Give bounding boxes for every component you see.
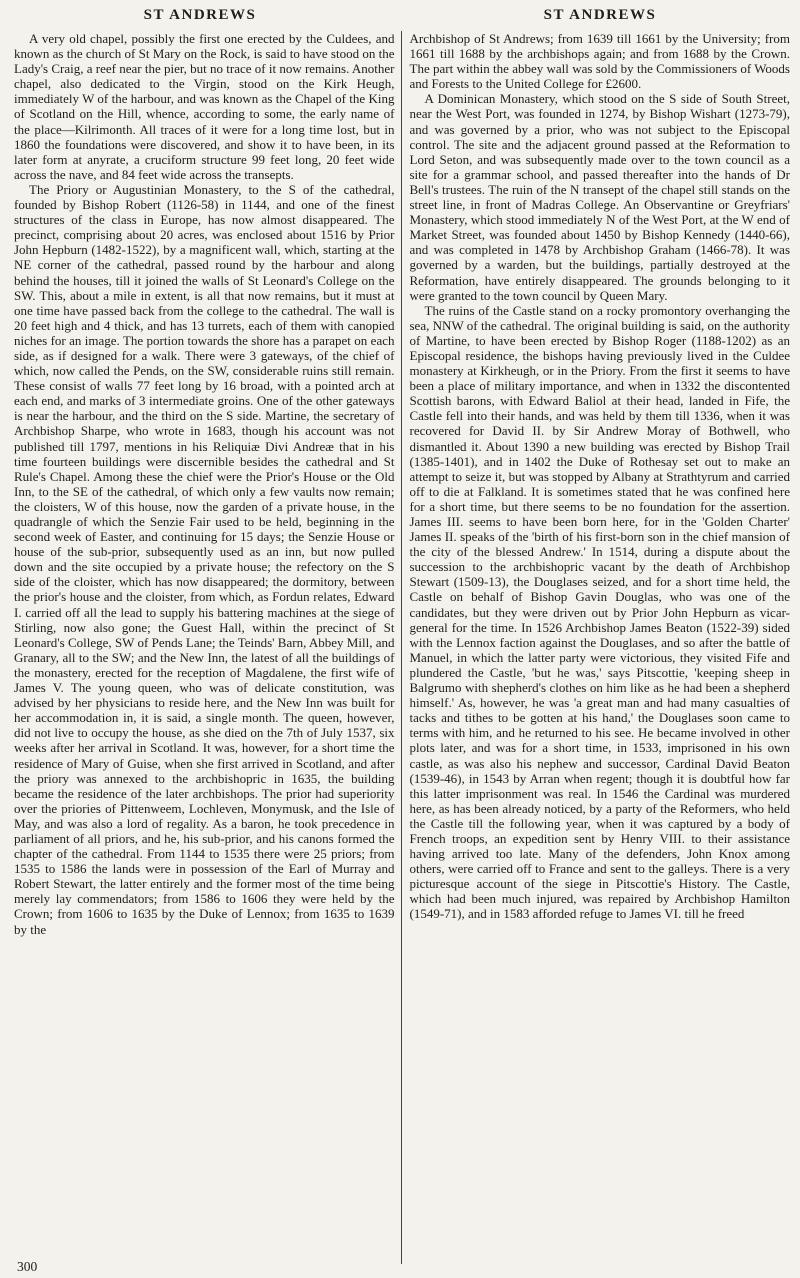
text-columns <box>14 31 790 1264</box>
page-number: 300 <box>17 1259 38 1274</box>
paragraph-priory-continuation: Archbishop of St Andrews; from 1639 till 1661 by the University; from 1661 till 1688 by the archbishops again; and from 1688 by the Crown. The part within the abbey wall was sold by the Commissioners of Woods and Forests to the United College for £2600. <box>409 31 790 92</box>
paragraph-castle: The ruins of the Castle stand on a rocky promontory overhanging the sea, NNW of the cathedral. The original building is said, on the authority of Martine, to have been erected by Bishop Roger (1188-1202) as an Episcopal residence, the bishops having previously lived in the Culdee monastery at Kirkheugh, or in the Priory. From the first it seems to have been a place of military importance, and when in 1332 the discontented Scottish barons, with Edward Baliol at their head, landed in Fife, the Castle fell into their hands, and was held by them till 1336, when it was recovered for David II. by Sir Andrew Moray of Bothwell, who dismantled it. About 1390 a new building was erected by Bishop Trail (1385-1401), and in 1402 the Duke of Rothesay set out to make an attempt to seize it, but was stopped by Albany at Strathtyrum and carried off to die at Falkland. It is sometimes stated that he was confined here for a short time, but there seems to be no foundation for the assertion. James III. seems to have been born here, for in the 'Golden Charter' James II. speaks of the 'birth of his first-born son in the chief mansion of the city of the blessed Andrew.' In 1514, during a dispute about the succession to the archbishopric vacant by the death of Archbishop Stewart (1509-13), the Douglases seized, and for a short time held, the Castle on behalf of Bishop Gavin Douglas, who was one of the candidates, but they were driven out by Prior John Hepburn as vicar-general for the time. In 1526 Archbishop James Beaton (1522-39) sided with the Lennox faction against the Douglases, and so after the battle of Manuel, in which the latter party were victorious, they visited Fife and plundered the Castle, 'but he was,' says Pitscottie, 'keeping sheep in Balgrumo with shepherd's clothes on him like as he had been a shepherd himself.' As, however, he was 'a great man and had many casualties of tacks and tithes to be gotten at his hand,' the Douglases soon came to terms with him, and he returned to his see. He became involved in other plots later, and was for a short time, in 1533, imprisoned in his own castle, as was also his nephew and successor, Cardinal David Beaton (1539-46), in 1543 by Arran when regent; though it is doubtful how far this latter imprisonment was real. In 1546 the Cardinal was murdered here, as has been already noticed, by a party of the Reformers, who held the Castle till the following year, when it was captured by a body of French troops, an expedition sent by Henry VIII. to their assistance having arrived too late. Many of the defenders, John Knox among others, were carried off to France and sent to the galleys. There is a very picturesque account of the siege in Pitscottie's History. The Castle, which had been much injured, was repaired by Archbishop Hamilton (1549-71), and in 1583 afforded refuge to James VI. till he freed <box>409 302 790 922</box>
running-head-left: ST ANDREWS <box>143 7 257 23</box>
left-column <box>14 31 401 1264</box>
paragraph-priory: The Priory or Augustinian Monastery, to the S of the cathedral, founded by Bishop Robert (1126-58) in 1144, and one of the finest structures of the class in Europe, has now almost disappeared. The precinct, comprising about 20 acres, was enclosed about 1516 by Prior John Hepburn (1482-1522), by a magnificent wall, which, starting at the NE corner of the cathedral, passed round by the harbour and along behind the houses, till it joined the walls of St Leonard's College on the SW. This, about a mile in extent, is all that now remains, but it must at one time have passed back from the college to the cathedral. The wall is 20 feet high and 4 thick, and has 13 turrets, each of them with canopied niches for an image. The portion towards the shore has a parapet on each side, as if designed for a walk. There were 3 gateways, of the chief of which, now called the Pends, on the SW, considerable ruins still remain. These consist of walls 77 feet long by 16 broad, with a pointed arch at each end, and marks of 3 intermediate groins. One of the other gateways is near the harbour, and the third on the S side. Martine, the secretary of Archbishop Sharpe, who wrote in 1683, though his account was not published till 1797, mentions in his Reliquiæ Divi Andreæ that in his time fourteen buildings were discernible besides the cathedral and St Rule's Chapel. Among these the chief were the Prior's House or the Old Inn, to the SE of the cathedral, of which only a few vaults now remain; the cloisters, W of this house, now the garden of a private house, in the quadrangle of which the Senzie Fair used to be held, beginning in the second week of Easter, and continuing for 15 days; the Senzie House or house of the sub-prior, subsequently used as an inn, but now pulled down and the site occupied by a private house; the refectory on the S side of the cloister, which has now disappeared; the dormitory, between the prior's house and the cloister, from which, as Fordun relates, Edward I. carried off all the lead to supply his battering machines at the siege of Stirling, now also gone; the Guest Hall, within the precinct of St Leonard's College, SW of Pends Lane; the Teinds' Barn, Abbey Mill, and Granary, all to the SW; and the New Inn, the latest of all the buildings of the monastery, erected for the reception of Magdalene, the first wife of James V. The young queen, who was of delicate constitution, was advised by her physicians to reside here, and the New Inn was built for her accommodation in, it is said, a single month. The queen, however, did not live to occupy the house, as she died on the 7th of July 1537, six weeks after her arrival in Scotland. It was, however, for a short time the residence of Mary of Guise, when she first arrived in Scotland, and after the priory was annexed to the archbishopric in 1635, the building became the residence of the later archbishops. The prior had superiority over the priories of Pittenweem, Lochleven, Monymusk, and the Isle of May, and was also a lord of regality. As a baron, he took precedence in parliament of all priors, and he, his sub-prior, and his canons formed the chapter of the cathedral. From 1144 to 1535 there were 25 priors; from 1535 to 1586 the lands were in possession of the Earl of Murray and Robert Stewart, the latter entirely and the former most of the time being merely lay commendators; from 1586 to 1606 they were held by the Crown; from 1606 to 1635 by the Duke of Lennox; from 1635 to 1639 by the <box>14 181 395 937</box>
running-head-right: ST ANDREWS <box>543 7 657 23</box>
right-column <box>402 31 791 1264</box>
page-header <box>0 0 800 24</box>
paragraph-chapels: A very old chapel, possibly the first one erected by the Culdees, and known as the church of St Mary on the Rock, is said to have stood on the Lady's Craig, a reef near the pier, but no trace of it now remains. Another chapel, also dedicated to the Virgin, stood on the Kirk Heugh, immediately W of the harbour, and was known as the Chapel of the King of Scotland on the Hill, whence, according to some, the early name of the place—Kilrimonth. All traces of it were for a long time lost, but in 1860 the foundations were discovered, and show it to have been, in its later form at anyrate, a cruciform structure 99 feet long, 20 feet wide across the nave, and 84 feet wide across the transepts. <box>14 31 395 182</box>
paragraph-dominican-monastery: A Dominican Monastery, which stood on the S side of South Street, near the West Port, was founded in 1274, by Bishop Wishart (1273-79), and was governed by a prior, who was not subject to the Episcopal control. The site and the adjacent ground passed at the Reformation to Lord Seton, and was subsequently made over to the town council as a site for a grammar school, and passed thereafter into the hands of Dr Bell's trustees. The ruin of the N transept of the chapel still stands on the street line, in front of Madras College. An Observantine or Greyfriars' Monastery, which stood immediately N of the West Port, at the W end of Market Street, was founded about 1450 by Bishop Kennedy (1440-66), and was completed in 1478 by Archbishop Graham (1466-78). It was governed by a warden, but the buildings, partially destroyed at the Reformation, have entirely disappeared. The grounds belonging to it were granted to the town council by Queen Mary. <box>409 91 790 303</box>
